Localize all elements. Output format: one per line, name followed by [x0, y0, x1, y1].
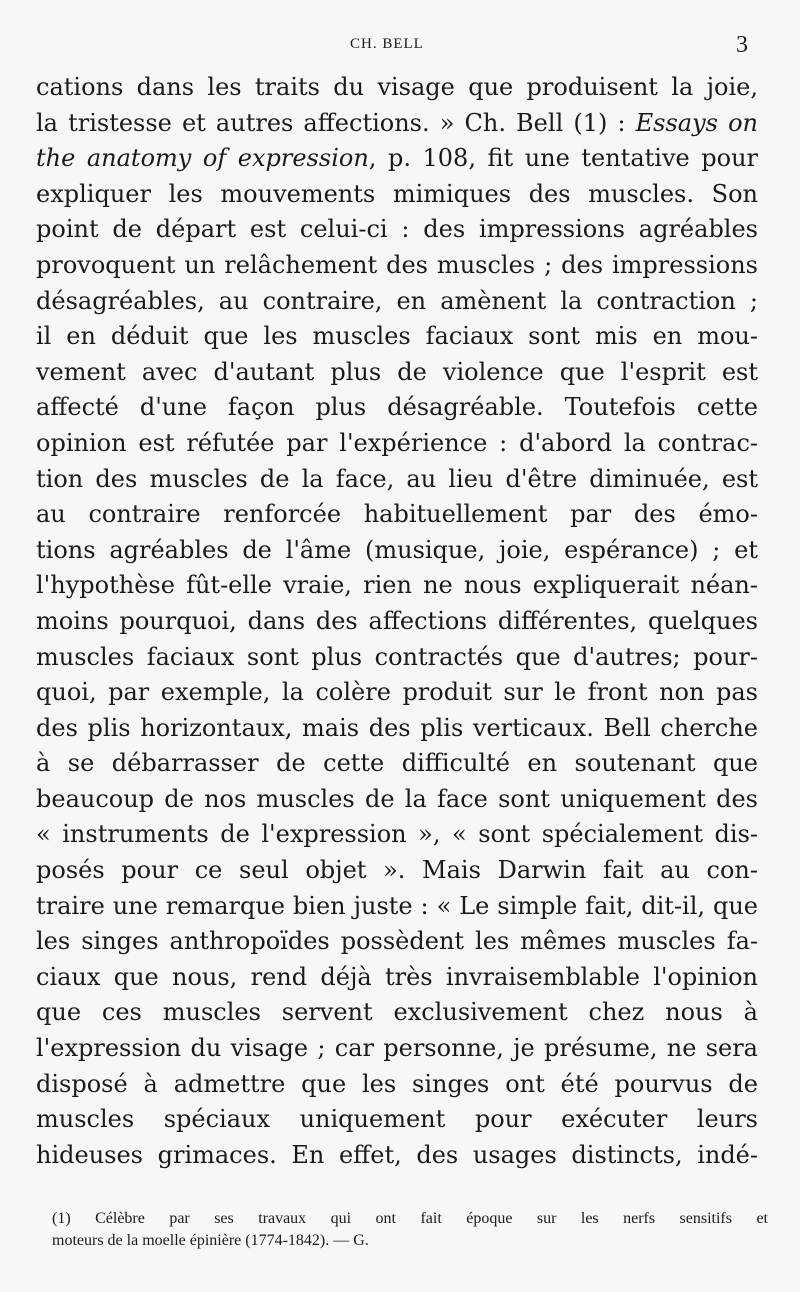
- text-line: tions agréables de l'âme (musique, joie, espérance) ; et: [36, 535, 758, 564]
- text-line: muscles spéciaux uniquement pour exécuter leurs: [36, 1105, 758, 1134]
- page-number: 3: [736, 32, 748, 58]
- text-line: affecté d'une façon plus désagréable. Toutefois cette: [36, 393, 758, 422]
- text-line: hideuses grimaces. En effet, des usages distincts, indé-: [36, 1140, 758, 1169]
- text-line: provoquent un relâchement des muscles ; des impressions: [36, 250, 758, 279]
- running-head: CH. BELL: [350, 36, 424, 52]
- text-segment: la tristesse et autres affections. » Ch. Bell (1) :: [36, 108, 626, 137]
- footnote: [52, 1208, 768, 1252]
- text-line: cations dans les traits du visage que produisent la joie,: [36, 73, 758, 101]
- text-line: [36, 141, 758, 177]
- text-line: l'hypothèse fût-elle vraie, rien ne nous expliquerait néan-: [36, 571, 758, 600]
- footnote-line: (1) Célèbre par ses travaux qui ont fait époque sur les nerfs sensitifs et: [52, 1210, 768, 1227]
- text-line: muscles faciaux sont plus contractés que d'autres; pour-: [36, 642, 758, 671]
- text-line: point de départ est celui-ci : des impressions agréables: [36, 215, 758, 244]
- text-line: [36, 106, 758, 142]
- text-line: ciaux que nous, rend déjà très invraisemblable l'opinion: [36, 962, 758, 991]
- text-line: désagréables, au contraire, en amènent la contraction ;: [36, 286, 758, 315]
- text-line: traire une remarque bien juste : « Le simple fait, dit-il, que: [36, 891, 758, 920]
- text-line: disposé à admettre que les singes ont été pourvus de: [36, 1069, 758, 1098]
- text-line: vement avec d'autant plus de violence que l'esprit est: [36, 357, 758, 386]
- page-header: [0, 32, 800, 58]
- text-line: que ces muscles servent exclusivement chez nous à: [36, 998, 758, 1027]
- footnote-line: moteurs de la moelle épinière (1774-1842). — G.: [52, 1232, 369, 1249]
- text-line: expliquer les mouvements mimiques des muscles. Son: [36, 179, 758, 208]
- text-line: posés pour ce seul objet ». Mais Darwin fait au con-: [36, 856, 758, 885]
- book-title-italic: the anatomy of expression: [36, 144, 369, 173]
- text-line: « instruments de l'expression », « sont spécialement dis-: [36, 820, 758, 849]
- main-text: [36, 70, 758, 1173]
- text-line: des plis horizontaux, mais des plis verticaux. Bell cherche: [36, 713, 758, 742]
- book-title-italic: Essays on: [635, 108, 758, 137]
- text-line: tion des muscles de la face, au lieu d'être diminuée, est: [36, 464, 758, 493]
- text-line: l'expression du visage ; car personne, je présume, ne sera: [36, 1034, 758, 1063]
- text-line: opinion est réfutée par l'expérience : d'abord la contrac-: [36, 428, 758, 457]
- text-line: quoi, par exemple, la colère produit sur le front non pas: [36, 678, 758, 707]
- text-line: au contraire renforcée habituellement par des émo-: [36, 500, 758, 529]
- text-segment: , p. 108, fit une tentative pour: [368, 144, 759, 173]
- text-line: moins pourquoi, dans des affections différentes, quelques: [36, 606, 758, 635]
- text-line: il en déduit que les muscles faciaux sont mis en mou-: [36, 322, 758, 351]
- text-line: beaucoup de nos muscles de la face sont uniquement des: [36, 784, 758, 813]
- text-line: à se débarrasser de cette difficulté en soutenant que: [36, 749, 758, 778]
- text-line: les singes anthropoïdes possèdent les mêmes muscles fa-: [36, 927, 758, 956]
